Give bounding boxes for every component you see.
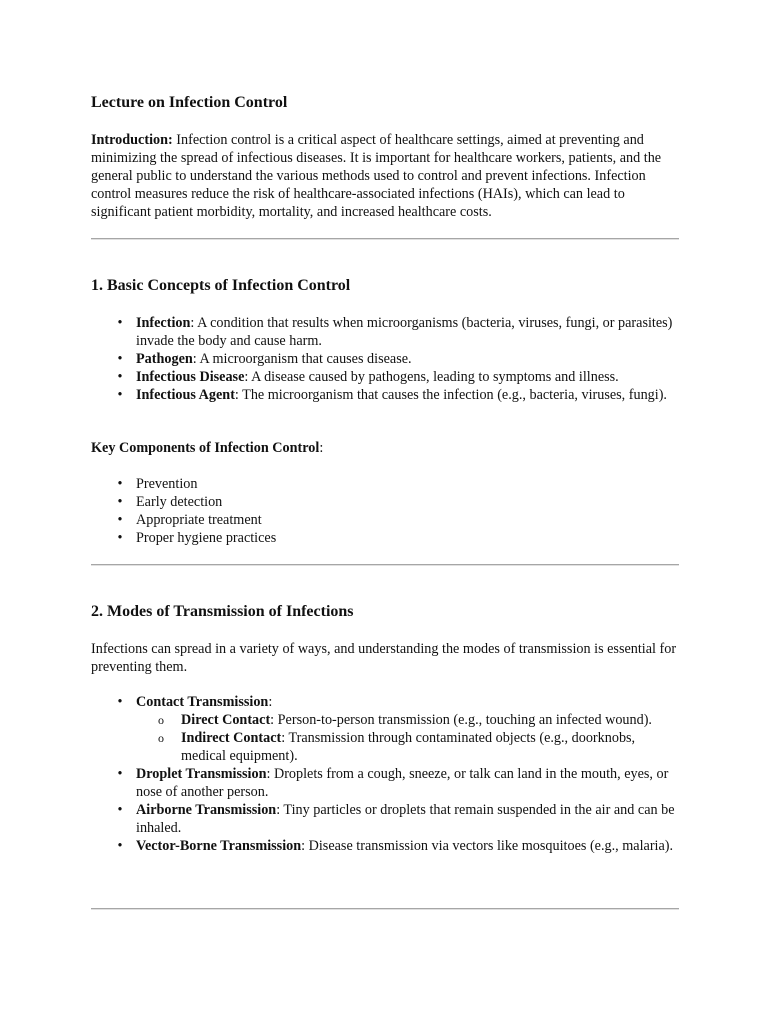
list-item (91, 350, 679, 368)
definition: : Droplets from a cough, sneeze, or talk can land in the mouth, eyes, or nose of another person. (136, 766, 669, 800)
transmission-modes-list (91, 693, 679, 855)
term: Airborne Transmission (136, 802, 277, 818)
list-item-label: Early detection (136, 494, 223, 510)
definition: : A disease caused by pathogens, leading to symptoms and illness. (244, 369, 619, 385)
sub-list-item (136, 729, 679, 765)
list-item (91, 837, 679, 855)
page-title: Lecture on Infection Control (91, 94, 288, 111)
term: Infectious Disease (136, 369, 245, 385)
circle-bullet-icon: o (158, 713, 164, 727)
definitions-list (91, 314, 679, 404)
definition: : (268, 694, 273, 710)
list-item (91, 693, 679, 765)
list-item (91, 368, 679, 386)
section-2-heading: 2. Modes of Transmission of Infections (91, 603, 354, 620)
term: Contact Transmission (136, 694, 269, 710)
section-2-intro: Infections can spread in a variety of ways, and understanding the modes of transmission is essential for preventing them. (91, 641, 677, 675)
bullet-icon: • (117, 369, 123, 385)
list-item (91, 493, 679, 511)
key-components-heading: Key Components of Infection Control (91, 440, 320, 456)
sub-list-item (136, 711, 679, 729)
definition: : Tiny particles or droplets that remain suspended in the air and can be inhaled. (136, 802, 675, 836)
intro-text: Infection control is a critical aspect of healthcare settings, aimed at preventing and minimizing the spread of infectious diseases. It is important for healthcare workers, patients, and the general public to understand the various methods used to control and prevent infections. Infection control measures reduce the risk of healthcare-associated infections (HAIs), which can lead to significant patient morbidity, mortality, and increased healthcare costs. (91, 132, 662, 220)
list-item (91, 475, 679, 493)
section-1-heading: 1. Basic Concepts of Infection Control (91, 277, 351, 294)
divider (91, 238, 679, 240)
divider (91, 564, 679, 566)
definition: : Transmission through contaminated objects (e.g., doorknobs, medical equipment). (181, 730, 636, 764)
definition: : A condition that results when microorganisms (bacteria, viruses, fungi, or parasites) invade the body and cause harm. (136, 315, 673, 349)
circle-bullet-icon: o (158, 731, 164, 745)
list-item-label: Prevention (136, 476, 198, 492)
term: Vector-Borne Transmission (136, 838, 302, 854)
definition: : Person-to-person transmission (e.g., touching an infected wound). (270, 712, 652, 728)
term: Infectious Agent (136, 387, 235, 403)
bullet-icon: • (117, 387, 123, 403)
term: Infection (136, 315, 191, 331)
bullet-icon: • (117, 694, 123, 710)
term: Droplet Transmission (136, 766, 267, 782)
list-item (91, 529, 679, 547)
key-components-label (91, 439, 679, 457)
key-components-list (91, 475, 679, 547)
definition: : The microorganism that causes the infection (e.g., bacteria, viruses, fungi). (234, 387, 667, 403)
list-item (91, 314, 679, 350)
definition: : Disease transmission via vectors like mosquitoes (e.g., malaria). (301, 838, 674, 854)
bullet-icon: • (117, 315, 123, 331)
bullet-icon: • (117, 476, 123, 492)
definition: : A microorganism that causes disease. (192, 351, 412, 367)
bullet-icon: • (117, 838, 123, 854)
bullet-icon: • (117, 766, 123, 782)
list-item (91, 511, 679, 529)
colon: : (319, 440, 324, 456)
bullet-icon: • (117, 494, 123, 510)
list-item-label: Appropriate treatment (136, 512, 262, 528)
bullet-icon: • (117, 512, 123, 528)
bullet-icon: • (117, 351, 123, 367)
bullet-icon: • (117, 802, 123, 818)
term: Pathogen (136, 351, 193, 367)
divider (91, 908, 679, 910)
list-item-label: Proper hygiene practices (136, 530, 277, 546)
list-item (91, 765, 679, 801)
contact-sublist (136, 711, 679, 765)
list-item (91, 801, 679, 837)
term: Indirect Contact (181, 730, 282, 746)
intro-label: Introduction: (91, 132, 173, 148)
list-item (91, 386, 679, 404)
intro-paragraph (91, 131, 679, 221)
term: Direct Contact (181, 712, 271, 728)
bullet-icon: • (117, 530, 123, 546)
